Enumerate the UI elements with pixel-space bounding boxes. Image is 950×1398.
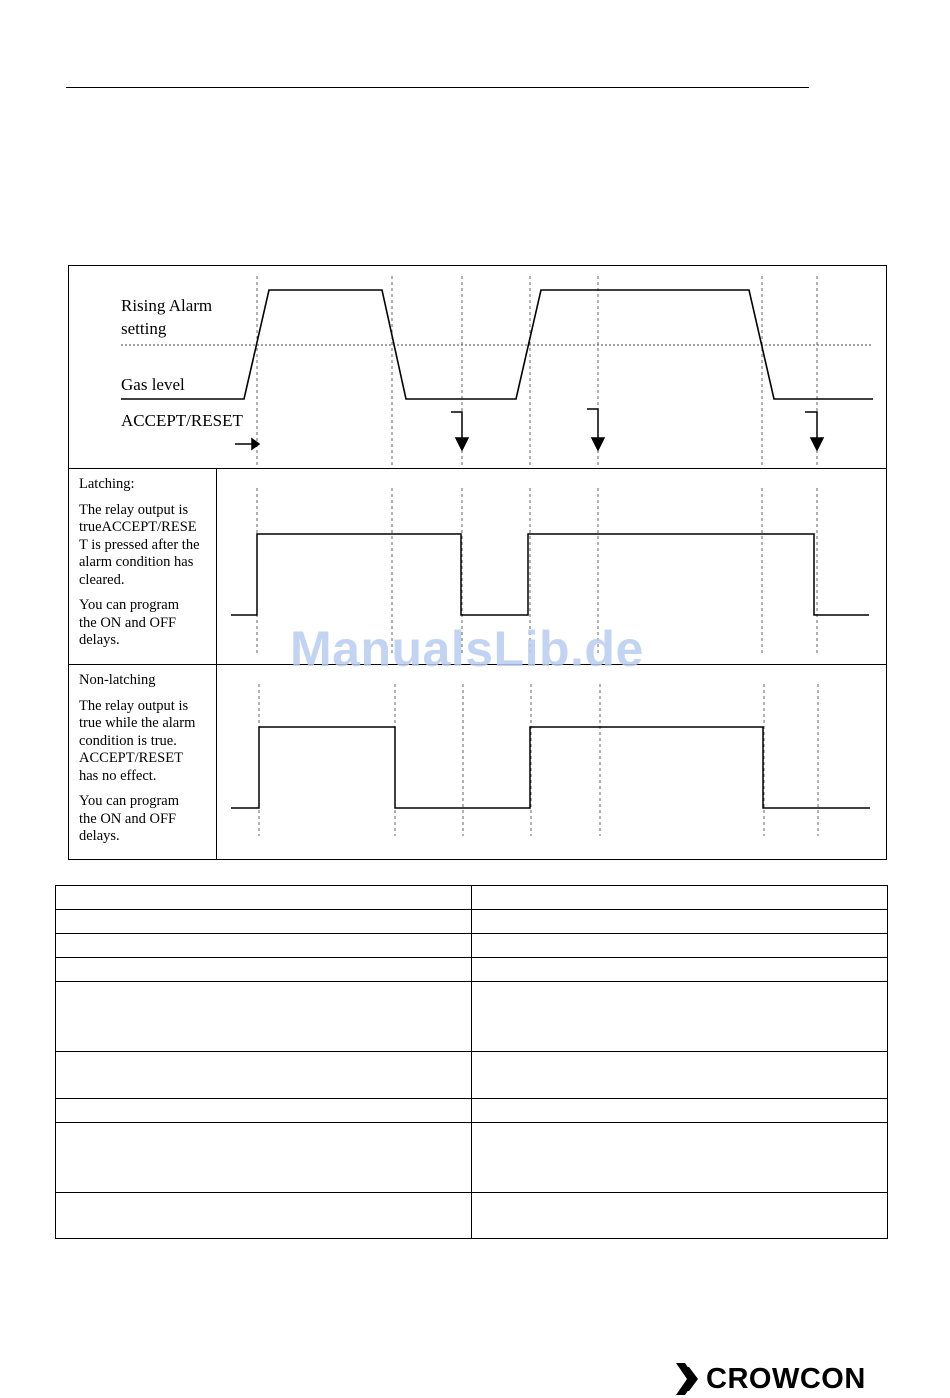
table-row [56, 886, 888, 910]
table-cell [472, 1123, 888, 1193]
setting-label: setting [121, 319, 167, 338]
table-cell [56, 1099, 472, 1123]
table-cell [472, 982, 888, 1052]
table-row [56, 934, 888, 958]
non-latching-text: The relay output is true while the alarm condition is true. ACCEPT/RESET has no effect. [79, 697, 196, 784]
watermark: ManualsLib.de [290, 621, 644, 677]
non-latching-title: Non-latching [79, 672, 156, 688]
rising-alarm-label: Rising Alarm [121, 296, 213, 315]
table-row [56, 1123, 888, 1193]
table-cell [56, 982, 472, 1052]
latching-relay-trace [231, 534, 869, 615]
table-cell [56, 1123, 472, 1193]
crowcon-logo [676, 1362, 866, 1396]
table-cell [472, 1052, 888, 1099]
accept-reset-markers [235, 409, 823, 450]
table-cell [56, 910, 472, 934]
table-cell [56, 1052, 472, 1099]
crowcon-chevron-icon [676, 1363, 702, 1395]
logo-text: CROWCON [706, 1363, 866, 1395]
gas-level-label: Gas level [121, 375, 185, 394]
table-cell [472, 1193, 888, 1239]
non-latching-description [79, 672, 211, 854]
latching-description [79, 476, 211, 658]
section-divider [69, 468, 886, 469]
table-cell [56, 1193, 472, 1239]
settings-table [55, 885, 888, 1239]
arrow-down-icon [811, 438, 823, 450]
arrow-down-icon [456, 438, 468, 450]
table-cell [472, 886, 888, 910]
table-cell [56, 886, 472, 910]
table-cell [472, 1099, 888, 1123]
table-cell [472, 910, 888, 934]
table-cell [472, 934, 888, 958]
non-latching-program-note: You can program the ON and OFF delays. [79, 793, 180, 844]
timing-guides [257, 276, 818, 836]
table-row [56, 1052, 888, 1099]
latching-title: Latching: [79, 476, 135, 492]
alarm-timing-diagram [68, 265, 887, 860]
latching-program-note: You can program the ON and OFF delays. [79, 597, 180, 648]
table-cell [56, 958, 472, 982]
arrow-down-icon [592, 438, 604, 450]
accept-reset-label: ACCEPT/RESET [121, 411, 243, 430]
table-row [56, 910, 888, 934]
table-row [56, 1193, 888, 1239]
arrow-right-icon [252, 439, 259, 449]
table-row [56, 958, 888, 982]
table-cell [472, 958, 888, 982]
header-rule [66, 87, 809, 88]
latching-text: The relay output is trueACCEPT/RESE T is pressed after the alarm condition has cleared. [79, 501, 200, 588]
column-divider [216, 468, 217, 860]
non-latching-relay-trace [231, 727, 870, 808]
table-row [56, 982, 888, 1052]
table-row [56, 1099, 888, 1123]
table-cell [56, 934, 472, 958]
